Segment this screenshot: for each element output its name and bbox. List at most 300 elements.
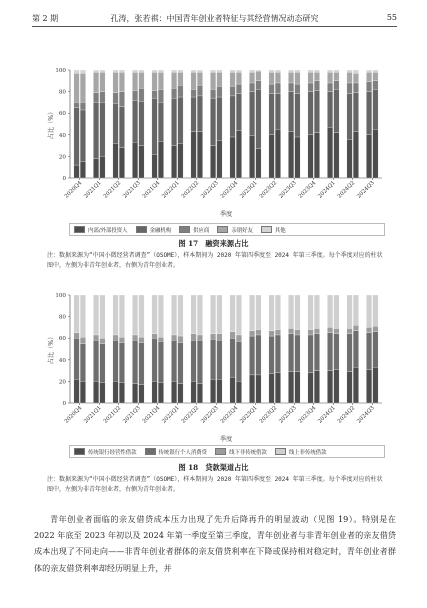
bar-2020Q4-non_young-1: [74, 338, 79, 379]
bar-2021Q3-young-0: [139, 146, 144, 178]
bar-2024Q1-non_young-1: [327, 92, 332, 128]
bar-2021Q1-non_young-0: [93, 159, 98, 178]
bar-2023Q1-young-2: [256, 81, 261, 90]
bar-2023Q4-non_young-2: [308, 83, 313, 92]
bar-2023Q3-young-2: [295, 330, 300, 335]
y-tick-label: 80: [58, 314, 66, 321]
x-tick-label: 2024Q2: [336, 405, 357, 425]
bar-2022Q3-non_young-4: [210, 70, 215, 72]
bar-2023Q2-non_young-4: [269, 70, 274, 72]
bar-2022Q2-young-4: [197, 70, 202, 72]
x-tick-label: 2024Q2: [336, 180, 357, 200]
legend-item: [145, 448, 208, 456]
bar-2022Q4-young-4: [236, 70, 241, 72]
bar-2022Q2-non_young-2: [191, 334, 196, 340]
bar-2024Q1-non_young-0: [327, 127, 332, 178]
bar-2021Q1-young-1: [100, 344, 105, 383]
bar-2023Q2-young-0: [275, 129, 280, 178]
bar-2023Q2-non_young-1: [269, 336, 274, 374]
y-tick-label: 20: [58, 154, 66, 161]
bar-2022Q2-non_young-2: [191, 89, 196, 97]
bar-2023Q1-non_young-3: [249, 295, 254, 331]
bar-2021Q3-non_young-3: [132, 72, 137, 90]
bar-2021Q1-non_young-0: [93, 381, 98, 403]
legend-swatch: [179, 226, 190, 233]
bar-2020Q4-young-0: [80, 381, 85, 403]
bar-2022Q3-non_young-0: [210, 146, 215, 178]
bar-2024Q1-non_young-3: [327, 72, 332, 83]
bar-2023Q4-young-3: [314, 295, 319, 328]
bar-2021Q1-young-2: [100, 92, 105, 103]
bar-2021Q2-young-1: [119, 343, 124, 383]
bar-2024Q2-young-2: [353, 83, 358, 93]
bar-2022Q1-young-0: [178, 143, 183, 178]
bar-2023Q3-young-2: [295, 84, 300, 94]
y-tick-label: 0: [62, 176, 66, 182]
figure-18-title: 图 18 贷款渠道占比: [178, 463, 249, 472]
bar-2023Q2-non_young-1: [269, 94, 274, 135]
bar-2024Q2-young-4: [353, 70, 358, 73]
bar-2023Q3-non_young-2: [288, 83, 293, 92]
bar-2021Q4-young-3: [158, 72, 163, 89]
bar-2021Q1-young-3: [100, 72, 105, 91]
bar-2021Q1-young-2: [100, 338, 105, 343]
bar-2022Q3-young-2: [217, 334, 222, 340]
bar-2023Q4-young-0: [314, 133, 319, 178]
bar-2022Q1-non_young-3: [171, 295, 176, 335]
bar-2022Q3-young-4: [217, 70, 222, 72]
bar-2022Q3-young-1: [217, 340, 222, 379]
figure-17-title: 图 17 融资来源占比: [178, 239, 249, 248]
bar-2020Q4-young-0: [80, 162, 85, 178]
y-tick-label: 40: [58, 357, 66, 364]
x-tick-label: 2021Q4: [141, 180, 162, 200]
bar-2024Q3-non_young-3: [366, 295, 371, 327]
bar-2023Q3-young-0: [295, 137, 300, 178]
legend-swatch: [145, 448, 156, 455]
bar-2022Q3-young-1: [217, 97, 222, 140]
bar-2023Q1-young-3: [256, 71, 261, 81]
bar-2023Q3-non_young-3: [288, 72, 293, 83]
bar-2024Q3-young-1: [373, 332, 378, 368]
x-tick-label: 2022Q3: [200, 405, 220, 425]
x-tick-label: 2022Q2: [180, 405, 201, 425]
x-axis-label: 季度: [219, 211, 233, 218]
bar-2024Q3-non_young-4: [366, 70, 371, 72]
bar-2021Q4-non_young-3: [152, 295, 157, 334]
bar-2021Q2-non_young-1: [113, 103, 118, 143]
y-tick-label: 20: [58, 379, 66, 386]
x-tick-label: 2022Q2: [180, 180, 201, 200]
x-tick-label: 2020Q4: [63, 180, 84, 200]
bar-2021Q2-non_young-4: [113, 70, 118, 72]
bar-2024Q1-young-0: [334, 133, 339, 178]
bar-2022Q1-young-3: [178, 72, 183, 85]
bar-2024Q2-young-0: [353, 367, 358, 403]
y-tick-label: 100: [55, 68, 66, 74]
bar-2022Q4-young-3: [236, 72, 241, 84]
bar-2024Q1-non_young-3: [327, 295, 332, 327]
bar-2023Q3-young-1: [295, 94, 300, 137]
bar-2023Q3-non_young-1: [288, 334, 293, 372]
bar-2021Q3-young-1: [139, 101, 144, 145]
bar-2022Q2-non_young-3: [191, 72, 196, 89]
x-tick-label: 2023Q3: [278, 180, 298, 200]
bar-2024Q2-non_young-2: [347, 83, 352, 94]
bar-2021Q3-non_young-1: [132, 100, 137, 142]
bar-2022Q1-young-1: [178, 343, 183, 384]
bar-2022Q4-non_young-2: [230, 86, 235, 96]
bar-2021Q3-non_young-0: [132, 142, 137, 178]
bar-2024Q3-young-4: [373, 70, 378, 72]
bar-2022Q4-young-3: [236, 295, 241, 335]
bar-2022Q3-non_young-3: [210, 72, 215, 89]
bar-2022Q3-young-0: [217, 379, 222, 403]
bar-2022Q3-non_young-1: [210, 339, 215, 379]
bar-2021Q3-young-0: [139, 385, 144, 403]
y-tick-label: 60: [58, 336, 66, 343]
bar-2024Q3-young-3: [373, 295, 378, 326]
bar-2022Q1-non_young-1: [171, 98, 176, 146]
x-tick-label: 2024Q1: [317, 180, 337, 200]
bar-2024Q3-non_young-1: [366, 92, 371, 135]
bar-2022Q2-young-2: [197, 85, 202, 96]
bar-2023Q4-non_young-4: [308, 70, 313, 72]
bar-2022Q4-young-2: [236, 84, 241, 94]
legend-label: 亲朋好友: [231, 227, 253, 234]
bar-2021Q2-non_young-3: [113, 295, 118, 335]
x-tick-label: 2021Q2: [102, 180, 123, 200]
bar-2022Q2-young-3: [197, 72, 202, 85]
bar-2021Q4-young-1: [158, 102, 163, 141]
bar-2021Q1-non_young-4: [93, 70, 98, 72]
bar-2022Q4-non_young-2: [230, 332, 235, 338]
legend-swatch: [136, 226, 147, 233]
bar-2021Q1-non_young-2: [93, 93, 98, 103]
figure-17-legend: [69, 223, 385, 236]
bar-2021Q2-young-0: [119, 382, 124, 403]
y-axis-label: 占比（%）: [48, 333, 55, 365]
bar-2021Q2-non_young-2: [113, 93, 118, 104]
bar-2024Q3-young-2: [373, 81, 378, 90]
x-axis-label: 季度: [219, 436, 233, 443]
bar-2023Q1-non_young-0: [249, 375, 254, 403]
bar-2024Q1-young-0: [334, 370, 339, 403]
y-tick-label: 0: [62, 401, 66, 407]
page-header: [32, 13, 397, 25]
legend-swatch: [217, 226, 228, 233]
x-tick-label: 2023Q1: [239, 405, 259, 425]
bar-2020Q4-non_young-2: [74, 333, 79, 338]
bar-2024Q2-young-3: [353, 73, 358, 83]
bar-2021Q3-young-2: [139, 337, 144, 342]
bar-2023Q2-young-2: [275, 330, 280, 335]
bar-2024Q3-non_young-0: [366, 135, 371, 178]
bar-2023Q4-non_young-3: [308, 295, 313, 330]
legend-item: [275, 448, 327, 456]
bar-2023Q1-non_young-2: [249, 83, 254, 92]
bar-2022Q2-young-0: [197, 132, 202, 178]
bar-2020Q4-young-1: [80, 110, 85, 162]
bar-2023Q1-young-4: [256, 70, 261, 71]
bar-2021Q2-non_young-2: [113, 335, 118, 340]
bar-2024Q1-non_young-1: [327, 333, 332, 371]
bar-2022Q1-non_young-1: [171, 340, 176, 381]
bar-2022Q1-young-0: [178, 384, 183, 403]
bar-2022Q4-non_young-3: [230, 72, 235, 86]
bar-2023Q3-non_young-3: [288, 295, 293, 328]
bar-2022Q2-non_young-1: [191, 340, 196, 381]
body-paragraph: 青年创业者面临的亲友借贷成本压力出现了先升后降再升的明显波动（见图 19）。特别是在 2022 年底至 2023 年初以及 2024 年第一季度至第三季度，青年创业者与非青年创业者的亲友借贷成本出现了不同走向——非青年创业者群体的亲友借贷利率在下降或保持相对稳定时，青年创业者群体的亲友借贷利率却经历明显上升，并: [34, 514, 396, 573]
bar-2024Q3-non_young-2: [366, 82, 371, 92]
bar-2023Q4-young-2: [314, 328, 319, 333]
bar-2024Q2-non_young-2: [347, 328, 352, 333]
bar-2024Q1-young-3: [334, 72, 339, 81]
bar-2022Q4-young-0: [236, 381, 241, 403]
legend-item: [215, 448, 267, 456]
bar-2021Q1-young-0: [100, 382, 105, 403]
bar-2024Q2-non_young-0: [347, 372, 352, 403]
bar-2023Q1-young-0: [256, 375, 261, 403]
bar-2024Q3-non_young-3: [366, 72, 371, 82]
bar-2021Q2-young-2: [119, 92, 124, 107]
bar-2023Q1-non_young-1: [249, 336, 254, 375]
legend-label: 传统银行个人消费贷: [158, 449, 208, 456]
bar-2023Q1-non_young-0: [249, 136, 254, 178]
bar-2021Q3-young-4: [139, 70, 144, 72]
legend-swatch: [74, 448, 85, 455]
bar-2023Q1-young-1: [256, 89, 261, 148]
bar-2023Q4-non_young-0: [308, 135, 313, 178]
bar-2024Q2-non_young-4: [347, 70, 352, 72]
bar-2020Q4-non_young-3: [74, 295, 79, 333]
bar-2020Q4-non_young-1: [74, 108, 79, 165]
x-tick-label: 2022Q3: [200, 180, 220, 200]
bar-2024Q2-young-3: [353, 295, 358, 325]
bar-2024Q1-non_young-2: [327, 327, 332, 332]
bar-2021Q2-young-2: [119, 337, 124, 342]
bar-2021Q2-young-1: [119, 107, 124, 148]
x-tick-label: 2024Q3: [356, 405, 376, 425]
x-tick-label: 2023Q4: [297, 180, 318, 200]
bar-2023Q4-young-2: [314, 81, 319, 91]
legend-swatch: [275, 448, 286, 455]
legend-swatch: [74, 226, 85, 233]
bar-2021Q3-young-2: [139, 88, 144, 101]
bar-2023Q4-non_young-0: [308, 373, 313, 403]
bar-2022Q2-non_young-4: [191, 70, 196, 72]
bar-2021Q2-non_young-1: [113, 340, 118, 381]
bar-2022Q4-young-1: [236, 341, 241, 381]
x-tick-label: 2021Q1: [83, 405, 103, 425]
bar-2020Q4-young-2: [80, 337, 85, 343]
bar-2020Q4-young-1: [80, 344, 85, 382]
bar-2021Q1-non_young-2: [93, 335, 98, 340]
bar-2023Q3-young-3: [295, 295, 300, 330]
bar-2023Q1-non_young-1: [249, 92, 254, 136]
x-tick-label: 2024Q3: [356, 180, 376, 200]
running-title: 孔涛，张若祺：中国青年创业者特征与其经营情况动态研究: [110, 14, 319, 23]
x-tick-label: 2023Q2: [258, 405, 279, 425]
bar-2021Q1-non_young-1: [93, 102, 98, 158]
bar-2023Q2-young-2: [275, 83, 280, 94]
bar-2024Q3-young-0: [373, 129, 378, 178]
bar-2021Q3-non_young-4: [132, 70, 137, 72]
bar-2021Q2-young-3: [119, 295, 124, 337]
legend-item: [217, 226, 253, 234]
legend-label: 线下非传统借款: [229, 449, 267, 456]
bar-2023Q1-non_young-4: [249, 70, 254, 72]
bar-2022Q3-non_young-2: [210, 89, 215, 98]
bar-2024Q1-young-2: [334, 328, 339, 333]
bar-2022Q4-non_young-0: [230, 377, 235, 403]
figure-18-legend: [69, 445, 385, 458]
bar-2023Q3-young-4: [295, 70, 300, 72]
bar-2021Q3-young-1: [139, 343, 144, 385]
bar-2022Q2-young-0: [197, 384, 202, 403]
bar-2023Q1-young-2: [256, 330, 261, 335]
bar-2022Q3-young-3: [217, 295, 222, 334]
bar-2024Q1-young-4: [334, 70, 339, 72]
bar-2021Q1-young-3: [100, 295, 105, 338]
bar-2024Q2-non_young-0: [347, 139, 352, 178]
x-tick-label: 2022Q1: [161, 405, 181, 425]
bar-2024Q3-non_young-1: [366, 333, 371, 370]
bar-2024Q3-non_young-2: [366, 327, 371, 332]
bar-2023Q2-non_young-0: [269, 135, 274, 178]
bar-2024Q2-non_young-1: [347, 334, 352, 372]
bar-2021Q4-young-2: [158, 337, 163, 341]
bar-2022Q4-young-0: [236, 130, 241, 178]
bar-2023Q1-non_young-3: [249, 72, 254, 83]
bar-2021Q2-non_young-3: [113, 72, 118, 93]
bar-2022Q4-young-2: [236, 335, 241, 341]
x-tick-label: 2023Q4: [297, 405, 318, 425]
y-axis-label: 占比（%）: [48, 108, 55, 140]
bar-2022Q3-young-3: [217, 72, 222, 86]
bar-2023Q2-non_young-3: [269, 72, 274, 84]
bar-2023Q4-young-4: [314, 70, 319, 72]
legend-swatch: [215, 448, 226, 455]
bar-2022Q4-non_young-0: [230, 137, 235, 178]
x-tick-label: 2022Q4: [219, 180, 240, 200]
figure-18-chart: [0, 287, 427, 455]
bar-2022Q1-young-4: [178, 70, 183, 72]
bar-2022Q3-young-0: [217, 140, 222, 178]
bar-2024Q1-young-1: [334, 334, 339, 370]
bar-2022Q1-non_young-2: [171, 335, 176, 340]
legend-label: 内部/外部投资人: [88, 227, 128, 234]
bar-2021Q3-young-3: [139, 72, 144, 88]
legend-item: [136, 226, 172, 234]
bar-2022Q2-non_young-3: [191, 295, 196, 334]
bar-2021Q1-young-0: [100, 156, 105, 178]
bar-2021Q1-young-4: [100, 70, 105, 72]
bar-2024Q2-young-0: [353, 132, 358, 178]
bar-2024Q3-young-1: [373, 89, 378, 129]
legend-item: [74, 226, 128, 234]
bar-2023Q3-non_young-0: [288, 132, 293, 178]
bar-2023Q1-young-1: [256, 335, 261, 375]
bar-2023Q4-non_young-1: [308, 335, 313, 373]
bar-2021Q4-non_young-0: [152, 381, 157, 403]
bar-2023Q3-non_young-2: [288, 328, 293, 333]
bar-2021Q4-non_young-3: [152, 72, 157, 90]
bar-2021Q4-young-1: [158, 341, 163, 382]
bar-2021Q4-non_young-4: [152, 70, 157, 72]
bar-2021Q3-non_young-2: [132, 91, 137, 101]
bar-2024Q3-young-3: [373, 72, 378, 81]
bar-2022Q4-young-1: [236, 94, 241, 131]
bar-2022Q1-young-2: [178, 85, 183, 97]
legend-item: [261, 226, 286, 234]
x-tick-label: 2023Q1: [239, 180, 259, 200]
x-tick-label: 2022Q4: [219, 405, 240, 425]
legend-item: [74, 448, 137, 456]
bar-2023Q1-young-0: [256, 149, 261, 178]
bar-2022Q4-non_young-1: [230, 338, 235, 377]
bar-2023Q4-non_young-3: [308, 72, 313, 83]
bar-2024Q3-young-0: [373, 367, 378, 403]
bar-2022Q2-young-1: [197, 340, 202, 383]
bar-2022Q1-young-3: [178, 295, 183, 336]
bar-2023Q3-non_young-0: [288, 372, 293, 403]
bar-2020Q4-non_young-0: [74, 379, 79, 403]
x-tick-label: 2021Q1: [83, 180, 103, 200]
bar-2024Q2-non_young-3: [347, 72, 352, 83]
bar-2022Q3-non_young-3: [210, 295, 215, 334]
bar-2020Q4-young-4: [80, 70, 85, 73]
page-number: 55: [386, 13, 397, 22]
y-tick-label: 80: [58, 89, 66, 96]
header-rule: [32, 26, 397, 27]
bar-2022Q2-young-3: [197, 295, 202, 335]
bar-2023Q2-non_young-2: [269, 331, 274, 336]
bar-2022Q3-non_young-1: [210, 98, 215, 146]
bar-2022Q2-non_young-0: [191, 132, 196, 178]
bar-2023Q2-young-0: [275, 373, 280, 403]
bar-2022Q4-non_young-1: [230, 96, 235, 137]
bar-2022Q4-non_young-4: [230, 70, 235, 72]
bar-2021Q2-non_young-0: [113, 143, 118, 178]
bar-2023Q2-non_young-2: [269, 84, 274, 94]
x-tick-label: 2021Q3: [122, 180, 142, 200]
bar-2023Q3-non_young-1: [288, 92, 293, 132]
figure-17-note: 注：数据来源为“中国小微经营者调查”（OSOME），样本期间为 2020 年第四季度至 2024 年第三季度。每个季度对应的柱状图中，左侧为非青年创业者，右侧为青年创业者。: [47, 252, 383, 269]
bar-2021Q4-non_young-2: [152, 91, 157, 99]
body-text: [34, 511, 396, 576]
bar-2024Q3-young-2: [373, 326, 378, 331]
bar-2024Q3-non_young-0: [366, 370, 371, 403]
bar-2022Q1-non_young-0: [171, 381, 176, 403]
figure-17-chart: [0, 62, 427, 230]
y-tick-label: 60: [58, 111, 66, 118]
bar-2022Q1-young-1: [178, 97, 183, 143]
bar-2023Q4-young-3: [314, 72, 319, 81]
bar-2024Q2-young-1: [353, 93, 358, 132]
bar-2021Q4-young-3: [158, 295, 163, 337]
bar-2022Q2-young-2: [197, 335, 202, 340]
bar-2021Q4-young-2: [158, 89, 163, 102]
bar-2023Q2-young-4: [275, 70, 280, 72]
bar-2021Q4-non_young-1: [152, 338, 157, 381]
bar-2024Q2-non_young-3: [347, 295, 352, 328]
bar-2021Q3-non_young-2: [132, 335, 137, 340]
bar-2023Q2-non_young-0: [269, 374, 274, 403]
bar-2022Q3-non_young-0: [210, 379, 215, 403]
y-tick-label: 100: [55, 293, 66, 299]
x-tick-label: 2023Q2: [258, 180, 279, 200]
